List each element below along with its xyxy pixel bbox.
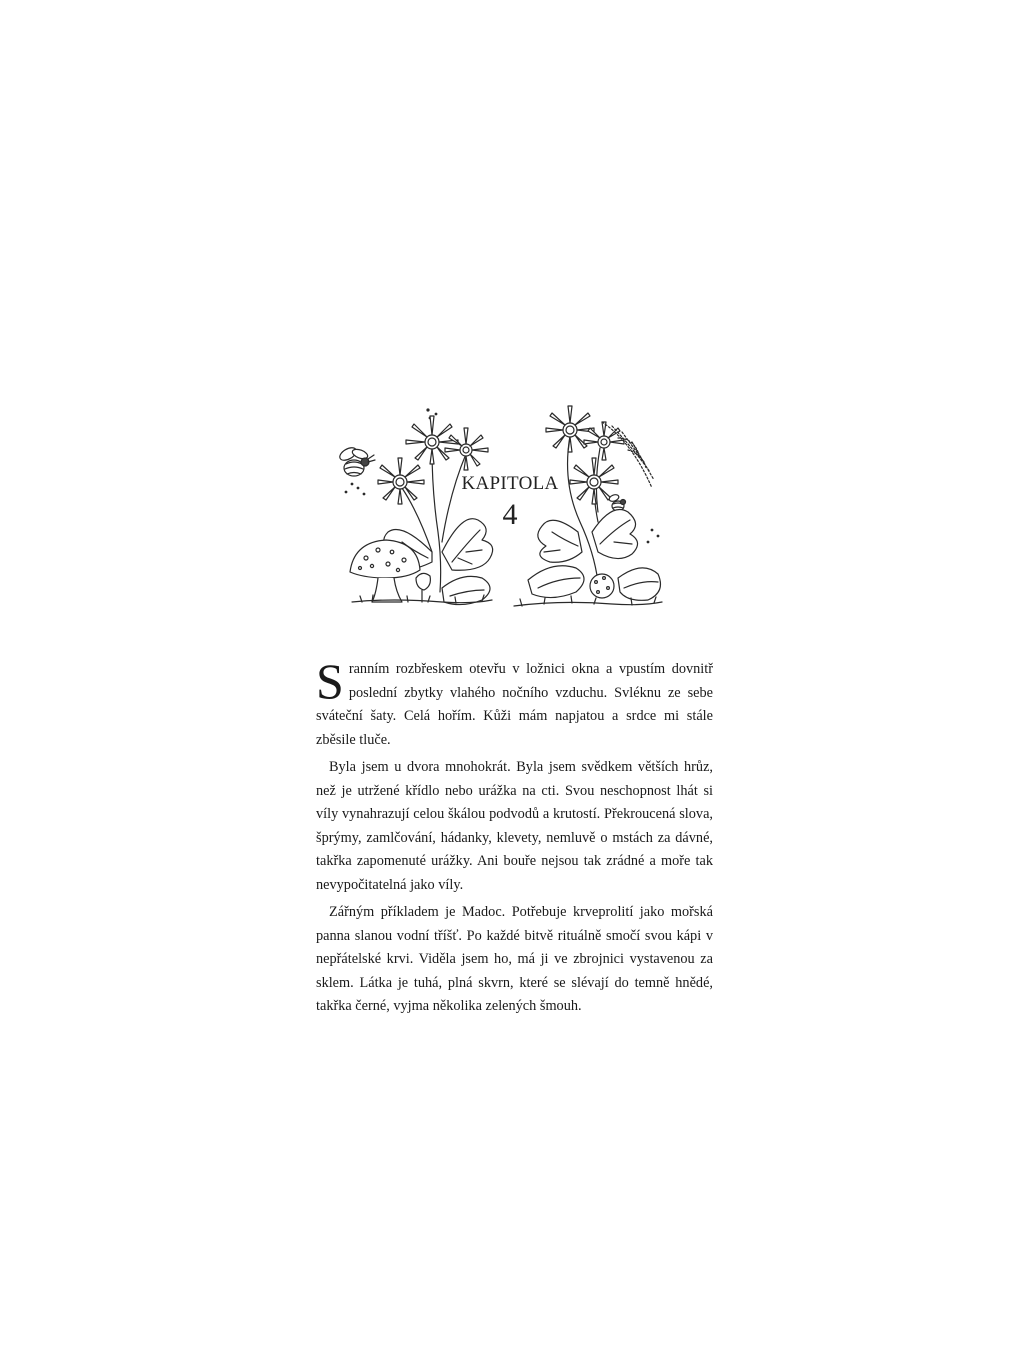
daisy-right-2 [584, 422, 624, 460]
chapter-number: 4 [502, 498, 518, 531]
daisy-left-2 [445, 428, 488, 470]
paragraph-1 [316, 653, 713, 752]
chapter-label: KAPITOLA [461, 473, 559, 494]
daisy-left-1 [406, 416, 458, 464]
paragraph-3: Zářným příkladem je Madoc. Potřebuje krveprolití jako mořská panna slanou vodní tříšť. Po každé bitvě rituálně smočí svou kápi v nepřátelské krvi. Viděla jsem ho, má ji ve zbrojnici vystavenou za sklem. Látka je tuhá, plná skvrn, které se slévají do temně hnědé, takřka černé, vyjma několika zelených šmouh. [316, 904, 713, 1014]
bee-left-icon [338, 445, 375, 495]
drop-cap: S [316, 653, 344, 709]
daisy-left-3 [378, 458, 424, 504]
paragraph-2: Byla jsem u dvora mnohokrát. Byla jsem svědkem větších hrůz, než je utržené křídlo nebo urážka na cti. Svou neschopnost lhát si víly vynahrazují celou škálou podvodů a krutostí. Překroucená slova, šprýmy, zamlčování, hádanky, klevety, nemluvě o mstách za dávné, takřka zapomenuté urážky. Ani bouře nejsou tak zrádné a moře tak nevypočitatelná jako víly. [316, 759, 713, 893]
paragraph-1-text: ranním rozbřeskem otevřu v ložnici okna a vpustím dovnitř poslední zbytky vlahého nočního vzduchu. Svléknu ze sebe sváteční šaty. Celá hořím. Kůži mám napjatou a srdce mi stále zběsile tluče. [316, 661, 713, 748]
chapter-text [316, 653, 713, 1019]
chapter-heading [452, 474, 568, 530]
bee-right-icon [608, 493, 625, 511]
berry-icon [590, 574, 614, 598]
daisy-right-1 [546, 406, 594, 452]
